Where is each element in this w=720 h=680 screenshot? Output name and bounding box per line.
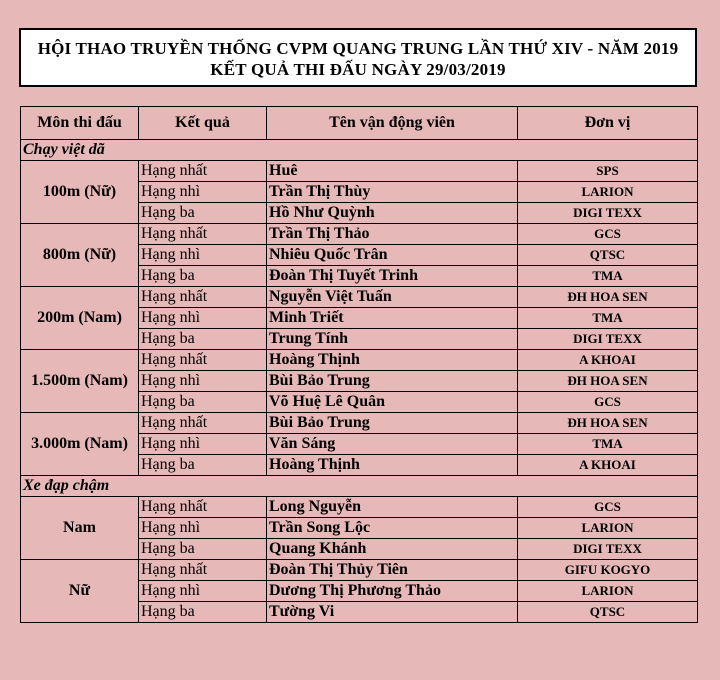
rank-cell: Hạng ba <box>139 266 267 287</box>
rank-cell: Hạng nhì <box>139 182 267 203</box>
rank-cell: Hạng ba <box>139 455 267 476</box>
athlete-cell: Hoàng Thịnh <box>267 455 518 476</box>
athlete-cell: Văn Sáng <box>267 434 518 455</box>
title-box <box>19 28 697 87</box>
unit-cell: LARION <box>518 581 698 602</box>
unit-cell: ĐH HOA SEN <box>518 371 698 392</box>
event-cell: 200m (Nam) <box>21 287 139 350</box>
athlete-cell: Đoàn Thị Tuyết Trinh <box>267 266 518 287</box>
event-cell: 1.500m (Nam) <box>21 350 139 413</box>
unit-cell: QTSC <box>518 602 698 623</box>
unit-cell: DIGI TEXX <box>518 539 698 560</box>
header-event: Môn thi đấu <box>21 107 139 140</box>
results-body <box>21 140 698 623</box>
athlete-cell: Huê <box>267 161 518 182</box>
unit-cell: A KHOAI <box>518 350 698 371</box>
athlete-cell: Nhiêu Quốc Trân <box>267 245 518 266</box>
header-result: Kết quả <box>139 107 267 140</box>
table-row <box>21 224 698 245</box>
unit-cell: QTSC <box>518 245 698 266</box>
unit-cell: LARION <box>518 182 698 203</box>
athlete-cell: Đoàn Thị Thủy Tiên <box>267 560 518 581</box>
table-row <box>21 161 698 182</box>
rank-cell: Hạng nhất <box>139 224 267 245</box>
unit-cell: TMA <box>518 266 698 287</box>
unit-cell: GCS <box>518 497 698 518</box>
unit-cell: GCS <box>518 224 698 245</box>
unit-cell: LARION <box>518 518 698 539</box>
athlete-cell: Trần Song Lộc <box>267 518 518 539</box>
section-title: Xe đạp chậm <box>21 476 698 497</box>
table-row <box>21 560 698 581</box>
rank-cell: Hạng nhất <box>139 350 267 371</box>
rank-cell: Hạng ba <box>139 329 267 350</box>
rank-cell: Hạng nhất <box>139 560 267 581</box>
table-row <box>21 350 698 371</box>
header-row <box>21 107 698 140</box>
athlete-cell: Bùi Bảo Trung <box>267 371 518 392</box>
unit-cell: DIGI TEXX <box>518 203 698 224</box>
rank-cell: Hạng nhì <box>139 308 267 329</box>
athlete-cell: Hồ Như Quỳnh <box>267 203 518 224</box>
event-cell: Nữ <box>21 560 139 623</box>
section-title: Chạy việt dã <box>21 140 698 161</box>
rank-cell: Hạng nhì <box>139 581 267 602</box>
unit-cell: DIGI TEXX <box>518 329 698 350</box>
event-cell: 100m (Nữ) <box>21 161 139 224</box>
rank-cell: Hạng nhất <box>139 287 267 308</box>
athlete-cell: Long Nguyễn <box>267 497 518 518</box>
unit-cell: TMA <box>518 308 698 329</box>
table-row <box>21 287 698 308</box>
unit-cell: ĐH HOA SEN <box>518 287 698 308</box>
unit-cell: GCS <box>518 392 698 413</box>
unit-cell: GIFU KOGYO <box>518 560 698 581</box>
athlete-cell: Dương Thị Phương Thảo <box>267 581 518 602</box>
header-athlete: Tên vận động viên <box>267 107 518 140</box>
athlete-cell: Tường Vi <box>267 602 518 623</box>
athlete-cell: Quang Khánh <box>267 539 518 560</box>
unit-cell: TMA <box>518 434 698 455</box>
athlete-cell: Hoàng Thịnh <box>267 350 518 371</box>
event-cell: 3.000m (Nam) <box>21 413 139 476</box>
rank-cell: Hạng nhì <box>139 518 267 539</box>
table-row <box>21 497 698 518</box>
section-row <box>21 140 698 161</box>
athlete-cell: Trần Thị Thảo <box>267 224 518 245</box>
rank-cell: Hạng ba <box>139 602 267 623</box>
athlete-cell: Võ Huệ Lê Quân <box>267 392 518 413</box>
rank-cell: Hạng ba <box>139 203 267 224</box>
rank-cell: Hạng nhất <box>139 161 267 182</box>
athlete-cell: Nguyễn Việt Tuấn <box>267 287 518 308</box>
title-line-2: KẾT QUẢ THI ĐẤU NGÀY 29/03/2019 <box>210 60 506 79</box>
title-line-1: HỘI THAO TRUYỀN THỐNG CVPM QUANG TRUNG LẦN THỨ XIV - NĂM 2019 <box>37 39 679 58</box>
event-cell: 800m (Nữ) <box>21 224 139 287</box>
unit-cell: SPS <box>518 161 698 182</box>
athlete-cell: Bùi Bảo Trung <box>267 413 518 434</box>
rank-cell: Hạng nhì <box>139 434 267 455</box>
athlete-cell: Trung Tính <box>267 329 518 350</box>
athlete-cell: Trần Thị Thùy <box>267 182 518 203</box>
table-row <box>21 413 698 434</box>
rank-cell: Hạng nhì <box>139 371 267 392</box>
rank-cell: Hạng nhất <box>139 413 267 434</box>
athlete-cell: Minh Triết <box>267 308 518 329</box>
rank-cell: Hạng ba <box>139 392 267 413</box>
rank-cell: Hạng nhất <box>139 497 267 518</box>
rank-cell: Hạng nhì <box>139 245 267 266</box>
unit-cell: A KHOAI <box>518 455 698 476</box>
rank-cell: Hạng ba <box>139 539 267 560</box>
header-unit: Đơn vị <box>518 107 698 140</box>
section-row <box>21 476 698 497</box>
event-cell: Nam <box>21 497 139 560</box>
unit-cell: ĐH HOA SEN <box>518 413 698 434</box>
results-table <box>20 106 698 623</box>
